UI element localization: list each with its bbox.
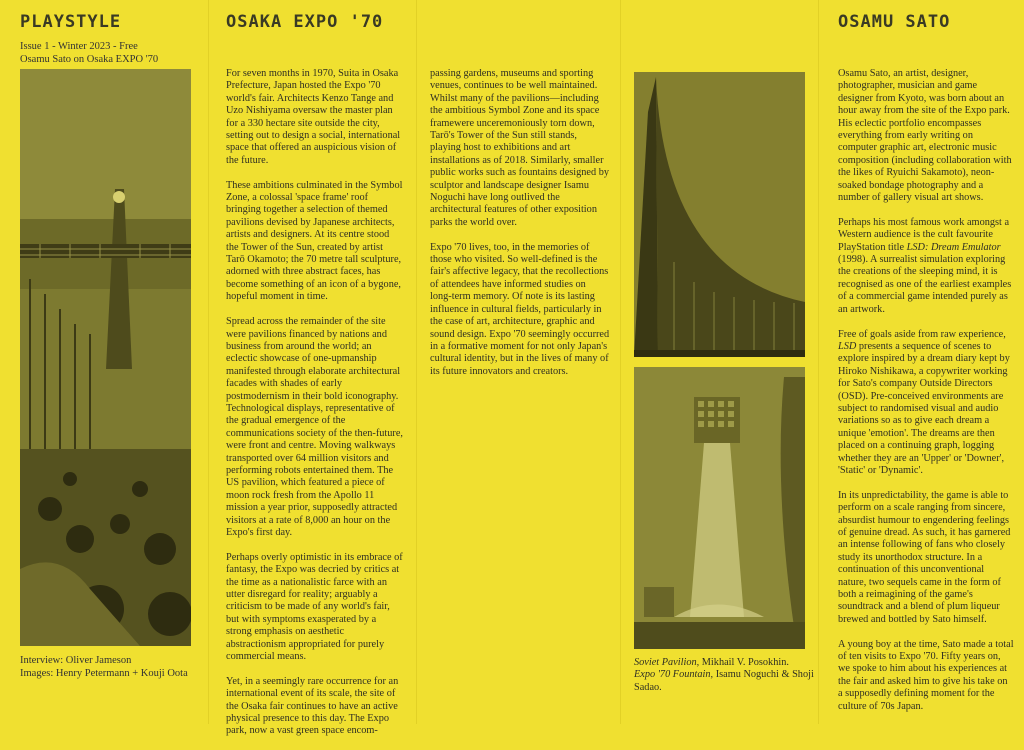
issue-line: Issue 1 - Winter 2023 - Free [20, 41, 138, 52]
panel-photos [620, 0, 818, 724]
caption-credit-2: Isamu Noguchi & Shoji Sadao. [634, 669, 814, 693]
panel-article-1 [208, 0, 416, 737]
article-column-1 [226, 68, 404, 750]
paragraph: Perhaps overly optimistic in its embrace of fantasy, the Expo was decried by critics at the time as a nationalistic farce with an utter disregard for reality; arguably a criticism to be made of any world's fair, but with symptoms exasperated by a strong emphasis on aesthetic abstractionism appropriated for purely commercial means. [226, 551, 403, 663]
game-title: LSD: Dream Emulator [906, 241, 1001, 253]
cover-subtitle: Osamu Sato on Osaka EXPO '70 [20, 54, 159, 65]
paragraph: A young boy at the time, Sato made a total of ten visits to Expo '70. Fifty years on, we spoke to him about his experiences at the fair and asked him to give his take on a supposedly defining moment for the culture of 70s Japan. [838, 638, 1014, 712]
masthead: PLAYSTYLE [20, 12, 122, 32]
paragraph: For seven months in 1970, Suita in Osaka Prefecture, Japan hosted the Expo '70 world's fair. Architects Kenzo Tange and Uzo Nishiyama oversaw the master plan for a 330 hectare site outside the city, setting out to design a social, international space that offered an auspicious vision of the future. [226, 68, 401, 166]
paragraph: Perhaps his most famous work amongst a Western audience is the cult favourite PlayStation title LSD: Dream Emulator (1998). A surrealist simulation exploring the creations of the sleeping mind, it is recognised as one of the earliest examples of a commercial game intended purely as an artwork. [838, 216, 1012, 315]
expo-crowd-photo [20, 69, 191, 646]
soviet-pavilion-photo [634, 72, 805, 357]
caption-title-1: Soviet Pavilion, [634, 657, 700, 668]
profile-heading: OSAMU SATO [838, 12, 951, 32]
game-title-short: LSD [838, 340, 857, 352]
article-heading: OSAKA EXPO '70 [226, 12, 384, 32]
paragraph: Expo '70 lives, too, in the memories of those who visited. So well-defined is the fair's affective legacy, that the recollections of attendees have informed studies on long-term memory. Of note is its lasting influence in cultural fields, particularly in the case of art, architecture, graphic and sound design. Expo '70 seemingly occurred in a formative moment for not only Japan's cultural identity, but in the lives of many of its future innovators and creators. [430, 241, 610, 377]
paragraph: Osamu Sato, an artist, designer, photographer, musician and game designer from Kyoto, was born about an hour away from the site of the Expo park. His eclectic portfolio encompasses everything from early writing on computer graphic art, electronic music composition (including collaboration with the likes of Ryuichi Sakamoto), neon-soaked bondage photography and a number of gallery visual art shows. [838, 68, 1012, 204]
credit-images: Images: Henry Petermann + Kouji Oota [20, 668, 188, 679]
paragraph: These ambitions culminated in the Symbol Zone, a colossal 'space frame' roof bringing together a selection of themed pavilions devised by Japanese architects, artists and designers. At its centre stood the Tower of the Sun, created by artist Tarō Okamoto; the 70 metre tall sculpture, adorned with three abstract faces, has become something of an icon of a bygone, hopeful moment in time. [226, 179, 403, 303]
article-column-2 [430, 68, 610, 391]
panel-article-2 [416, 0, 620, 724]
expo-fountain-photo [634, 367, 805, 649]
paragraph: passing gardens, museums and sporting venues, continues to be well maintained. Whilst many of the pavilions—including the ambitious Symbol Zone and its space framewere unceremoniously torn down, Tarō's Tower of the Sun still stands, playing host to exhibitions and art installations as of 2018. Similarly, smaller public works such as fountains designed by sculptor and landscape designer Isamu Noguchi have long outlived the architectural features of other exposition parks the world over. [430, 68, 610, 228]
panel-cover [0, 0, 208, 724]
caption-title-2: Expo '70 Fountain, [634, 669, 714, 681]
panel-profile [818, 0, 1024, 724]
paragraph: Yet, in a seemingly rare occurrence for an international event of its scale, the site of the Osaka fair continues to have an active physical presence to this day. The Expo park, now a vast green space encom- [226, 675, 399, 737]
photo-caption [634, 657, 814, 694]
paragraph: In its unpredictability, the game is able to perform on a scale ranging from sincere, absurdist humour to engendering feelings of genuine dread. As such, it has garnered an intense following of fans who closely study its unorthodox structure. In a continuation of this unconventional nature, two sequels came in the form of both a reimagining of the game's soundtrack and a blend of plum liqueur brewed and bottled by Sato himself. [838, 489, 1011, 625]
credit-interview: Interview: Oliver Jameson [20, 655, 132, 666]
caption-credit-1: Mikhail V. Posokhin. [699, 657, 789, 668]
profile-column [838, 68, 1014, 725]
paragraph: Spread across the remainder of the site were pavilions financed by nations and business from around the world; an eclectic showcase of one-upmanship manifested through elaborate architectural facades with shades of early postmodernism in their bold iconography. Technological displays, representative of the gradual emergence of the communications society of the then-future, were front and centre. Moving walkways transported over 64 million visitors and performing robots entertained them. The US pavilion, which featured a piece of moon rock fresh from the Apollo 11 mission a year prior, supposedly attracted visitors at a rate of 8,000 an hour on the Expo's first day. [226, 316, 403, 538]
paragraph: Free of goals aside from raw experience, LSD presents a sequence of scenes to explore inspired by a dream diary kept by Hiroko Nishikawa, a copywriter working for Sato's company Outside Directors (OSD). Pre-conceived environments are subject to randomised visual and audio variations so as to give each dream a unique 'emotion'. The dreams are then placed on a continuing graph, logging whether they are an 'Upper' or 'Downer', 'Static' or 'Dynamic'. [838, 328, 1010, 476]
